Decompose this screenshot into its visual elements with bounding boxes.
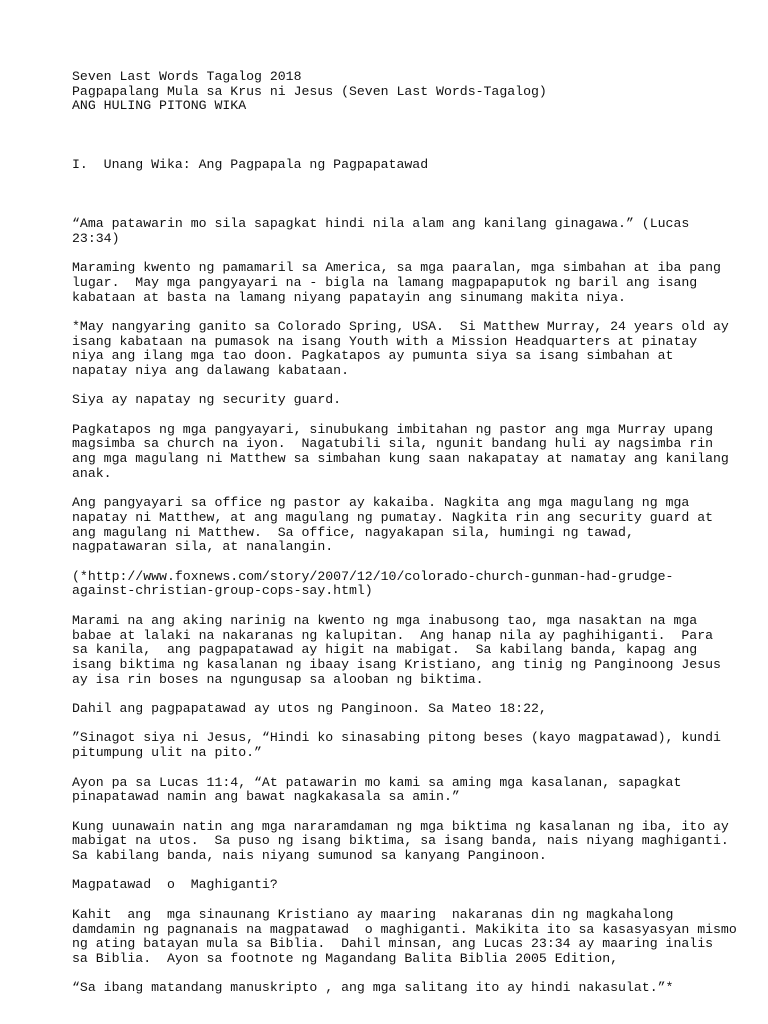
paragraph <box>72 878 712 893</box>
document-subtitle: Pagpapalang Mula sa Krus ni Jesus (Seven Last Words-Tagalog) <box>72 83 547 99</box>
paragraph <box>72 217 712 246</box>
paragraph-line: “Ama patawarin mo sila sapagkat hindi nila alam ang kanilang ginagawa.” (Lucas <box>72 216 690 231</box>
paragraph-line: Sa kabilang banda, nais niyang sumunod sa kanyang Panginoon. <box>72 848 547 864</box>
paragraph-line: Kahit ang mga sinaunang Kristiano ay maaring nakaranas din ng magkahalong <box>72 906 674 922</box>
paragraph-line: Siya ay napatay ng security guard. <box>72 392 342 408</box>
paragraph <box>72 318 729 379</box>
paragraph-line: ng ating batayan mula sa Biblia. Dahil minsan, ang Lucas 23:34 ay maaring inalis <box>72 936 714 952</box>
paragraph-line: (*http://www.foxnews.com/story/2007/12/10/colorado-church-gunman-had-grudge- <box>72 568 674 584</box>
paragraph-line: sa kanila, ang pagpapatawad ay higit na mabigat. Sa kabilang banda, kapag ang <box>72 642 698 658</box>
paragraph <box>72 730 721 761</box>
paragraph-line: magsimba sa church na iyon. Nagatubili sila, ngunit bandang huli ay nagsimba rin <box>72 436 714 452</box>
paragraph <box>72 981 712 996</box>
document-title: Seven Last Words Tagalog 2018 <box>72 69 302 84</box>
paragraph <box>72 496 712 555</box>
paragraph-line: 23:34) <box>72 230 120 246</box>
paragraph-line: Kung uunawain natin ang mga nararamdaman ng mga biktima ng kasalanan ng iba, ito ay <box>72 818 729 834</box>
paragraph-line: pinapatawad namin ang bawat nagkakasala sa amin.” <box>72 789 460 805</box>
paragraph-line: ang magulang ni Matthew. Sa office, nagyakapan sila, humingi ng tawad, <box>72 524 634 540</box>
paragraph-line: Ayon pa sa Lucas 11:4, “At patawarin mo kami sa aming mga kasalanan, sapagkat <box>72 774 682 790</box>
paragraph <box>72 906 737 967</box>
paragraph-line: ay isa rin boses na ngungusap sa alooban ng biktima. <box>72 671 484 687</box>
paragraph <box>72 612 721 688</box>
paragraph <box>72 393 712 408</box>
paragraph-line: Pagkatapos ng mga pangyayari, sinubukang imbitahan ng pastor ang mga Murray upang <box>72 421 714 437</box>
paragraph-line: Dahil ang pagpapatawad ay utos ng Panginoon. Sa Mateo 18:22, <box>72 701 547 717</box>
paragraph <box>72 776 712 805</box>
paragraph-line: pitumpung ulit na pito.” <box>72 745 262 761</box>
paragraph <box>72 702 712 717</box>
paragraph-line: damdamin ng pagnanais na magpatawad o maghiganti. Makikita ito sa kasasyasyan mismo <box>72 921 737 937</box>
paragraph-line: against-christian-group-cops-say.html) <box>72 583 373 599</box>
paragraph <box>72 421 729 482</box>
paragraph-line: Marami na ang aking narinig na kwento ng mga inabusong tao, mga nasaktan na mga <box>72 612 698 628</box>
paragraph-line: Ang pangyayari sa office ng pastor ay kakaiba. Nagkita ang mga magulang ng mga <box>72 495 690 511</box>
paragraph <box>72 570 712 599</box>
paragraph-line: sa Biblia. Ayon sa footnote ng Magandang Balita Biblia 2005 Edition, <box>72 950 619 966</box>
paragraph-line: “Sa ibang matandang manuskripto , ang mga salitang ito ay hindi nakasulat.”* <box>72 980 674 996</box>
paragraph-line: Maraming kwento ng pamamaril sa America, sa mga paaralan, mga simbahan at iba pang <box>72 260 721 276</box>
section-heading <box>72 129 712 203</box>
paragraph-line: napatay niya ang dalawang kabataan. <box>72 363 349 378</box>
document-heading: ANG HULING PITONG WIKA <box>72 98 247 114</box>
paragraph-line: isang kabataan na pumasok na isang Youth with a Mission Headquarters at pinatay <box>72 333 698 349</box>
paragraph-line: lugar. May mga pangyayari na - bigla na lamang magpapaputok ng baril ang isang <box>72 274 698 290</box>
section-heading-text: I. Unang Wika: Ang Pagpapala ng Pagpapatawad <box>72 157 429 173</box>
paragraph <box>72 260 721 305</box>
paragraph-line: babae at lalaki na nakaranas ng kalupitan. Ang hanap nila ay paghihiganti. Para <box>72 627 714 643</box>
paragraph-line: napatay ni Matthew, at ang magulang ng pumatay. Nagkita rin ang security guard at <box>72 509 714 525</box>
paragraph-line: Magpatawad o Maghiganti? <box>72 877 278 893</box>
paragraph-line: nagpatawaran sila, at nanalangin. <box>72 539 334 555</box>
paragraph-line: ang mga magulang ni Matthew sa simbahan kung saan nakapatay at namatay ang kanilang <box>72 451 729 467</box>
paragraph-line: anak. <box>72 465 112 481</box>
paragraph-line: *May nangyaring ganito sa Colorado Spring, USA. Si Matthew Murray, 24 years old ay <box>72 318 729 334</box>
paragraph <box>72 818 729 864</box>
paragraph-line: niya ang ilang mga tao doon. Pagkatapos ay pumunta siya sa isang simbahan at <box>72 348 674 364</box>
paragraph-line: mabigat na utos. Sa puso ng isang biktima, sa isang banda, nais niyang maghiganti. <box>72 833 729 849</box>
paragraph-line: kabataan at basta na lamang niyang papatayin ang sinumang makita niya. <box>72 289 626 305</box>
paragraph-line: ”Sinagot siya ni Jesus, “Hindi ko sinasabing pitong beses (kayo magpatawad), kundi <box>72 730 721 746</box>
paragraph-line: isang biktima ng kasalanan ng ibaay isang Kristiano, ang tinig ng Panginoong Jesus <box>72 656 721 672</box>
body-text <box>72 216 737 996</box>
document-header <box>72 70 712 114</box>
document-page <box>72 69 737 1011</box>
